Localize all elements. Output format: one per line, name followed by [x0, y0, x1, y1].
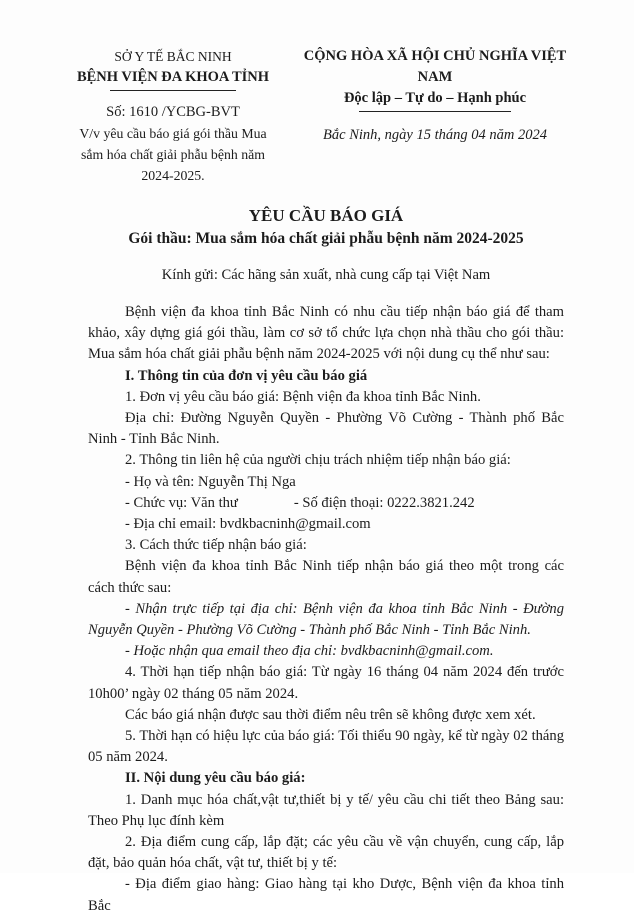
section1-item5: 5. Thời hạn có hiệu lực của báo giá: Tối thiểu 90 ngày, kể từ ngày 02 tháng 05 năm 2024. [88, 728, 564, 766]
section1-address: Địa chỉ: Đường Nguyễn Quyền - Phường Võ Cường - Thành phố Bắc Ninh - Tỉnh Bắc Ninh. [88, 410, 564, 448]
document-subject-line-1: V/v yêu cầu báo giá gói thầu Mua [79, 126, 267, 141]
document-header [0, 0, 634, 186]
section1-item2: 2. Thông tin liên hệ của người chịu trách nhiệm tiếp nhận báo giá: [125, 452, 511, 469]
section2-item2: 2. Địa điểm cung cấp, lắp đặt; các yêu cầu về vận chuyển, cung cấp, lắp đặt, bảo quản hóa chất, vật tư, thiết bị y tế: [88, 834, 564, 872]
intro-paragraph: Bệnh viện đa khoa tỉnh Bắc Ninh có nhu cầu tiếp nhận báo giá để tham khảo, xây dựng giá gói thầu, làm cơ sở tổ chức lựa chọn nhà thầu cho gói thầu: Mua sắm hóa chất giải phẫu bệnh năm 2024-2025 với nội dung cụ thể như sau: [88, 304, 564, 363]
receive-direct-line: - Nhận trực tiếp tại địa chỉ: Bệnh viện đa khoa tỉnh Bắc Ninh - Đường Nguyễn Quyền - Phường Võ Cường - Thành phố Bắc Ninh - Tỉnh Bắc Ninh. [88, 600, 564, 639]
contact-position: - Chức vụ: Văn thư [125, 494, 238, 511]
national-motto: Độc lập – Tự do – Hạnh phúc [343, 90, 527, 106]
header-issuer-block [52, 46, 294, 186]
section2-heading: II. Nội dung yêu cầu báo giá: [125, 770, 306, 787]
body-text [88, 302, 564, 917]
salutation-line: Kính gửi: Các hãng sản xuất, nhà cung cấp tại Việt Nam [161, 267, 491, 283]
issuing-organization: BỆNH VIỆN ĐA KHOA TỈNH [76, 69, 270, 85]
contact-name-line: - Họ và tên: Nguyễn Thị Nga [125, 473, 296, 490]
document-subtitle: Gói thầu: Mua sắm hóa chất giải phẫu bệnh năm 2024-2025 [128, 230, 524, 247]
document-subject-line-3: 2024-2025. [141, 168, 205, 183]
section1-item3: 3. Cách thức tiếp nhận báo giá: [125, 537, 307, 554]
motto-underline-rule [359, 111, 511, 112]
place-and-date: Bắc Ninh, ngày 15 tháng 04 năm 2024 [323, 127, 547, 143]
issuer-underline-rule [110, 90, 236, 91]
document-title: YÊU CẦU BÁO GIÁ [248, 206, 404, 225]
document-subject-line-2: sắm hóa chất giải phẫu bệnh năm [81, 147, 265, 162]
contact-position-phone-line [88, 493, 564, 514]
section1-item1: 1. Đơn vị yêu cầu báo giá: Bệnh viện đa khoa tỉnh Bắc Ninh. [125, 388, 481, 405]
receive-methods-intro: Bệnh viện đa khoa tỉnh Bắc Ninh tiếp nhận báo giá theo một trong các cách thức sau: [88, 558, 564, 596]
section1-heading: I. Thông tin của đơn vị yêu cầu báo giá [125, 367, 368, 384]
delivery-location-line: - Địa điểm giao hàng: Giao hàng tại kho Dược, Bệnh viện đa khoa tỉnh Bắc [88, 876, 564, 914]
issuing-agency: SỞ Y TẾ BẮC NINH [114, 49, 232, 64]
deadline-note: Các báo giá nhận được sau thời điểm nêu trên sẽ không được xem xét. [125, 706, 536, 723]
section1-item4: 4. Thời hạn tiếp nhận báo giá: Từ ngày 16 tháng 04 năm 2024 đến trước 10h00’ ngày 02 tháng 05 năm 2024. [88, 664, 564, 702]
document-number: Số: 1610 /YCBG-BVT [106, 104, 240, 120]
contact-email-line: - Địa chỉ email: bvdkbacninh@gmail.com [125, 516, 371, 533]
contact-phone: - Số điện thoại: 0222.3821.242 [293, 494, 475, 511]
receive-email-line: - Hoặc nhận qua email theo địa chỉ: bvdkbacninh@gmail.com. [125, 643, 494, 660]
document-body [0, 205, 634, 917]
national-title: CỘNG HÒA XÃ HỘI CHỦ NGHĨA VIỆT NAM [303, 48, 567, 85]
header-national-block [294, 46, 576, 186]
section2-item1: 1. Danh mục hóa chất,vật tư,thiết bị y tế/ yêu cầu chi tiết theo Bảng sau: Theo Phụ lục đính kèm [88, 791, 564, 829]
